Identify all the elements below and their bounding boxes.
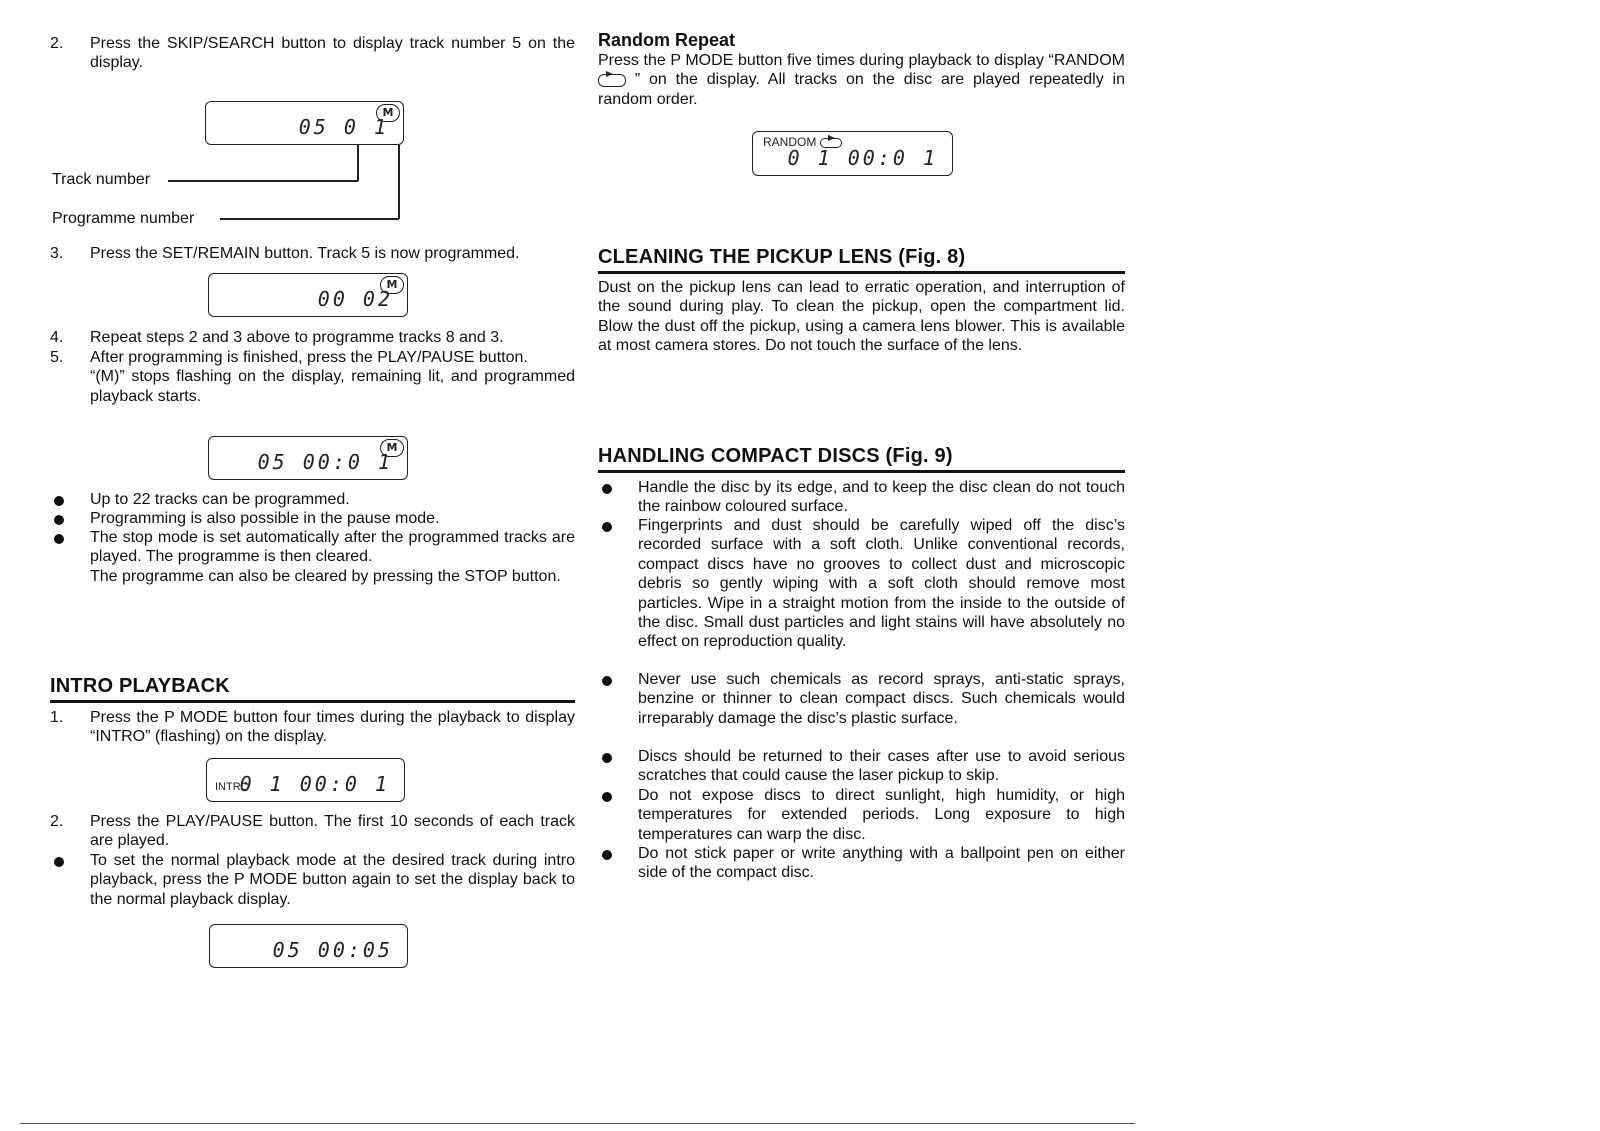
bullet-dot [602,792,612,802]
step-number: 4. [50,329,64,346]
step-number: 2. [50,813,64,830]
step-number: 2. [50,35,64,52]
step-2 [50,34,575,73]
bullet-dot [54,515,64,525]
m-badge-icon: M [380,276,404,294]
leader-line [168,180,358,182]
programme-number-label: Programme number [52,210,195,227]
lcd-digits: 05 0 1 [298,115,389,139]
leader-line [357,144,359,181]
bullet-item [598,747,1125,786]
bullet-dot [54,857,64,867]
lcd-display-normal [209,924,408,968]
lcd-digits: 05 00:05 [272,938,393,962]
step-number: 5. [50,349,64,366]
step-text: Repeat steps 2 and 3 above to programme tracks 8 and 3. [90,329,504,346]
bullet-dot [602,676,612,686]
bullet-text: Discs should be returned to their cases after use to avoid serious scratches that could cause the laser pickup to skip. [638,748,1125,785]
lcd-display-track [205,101,404,145]
handling-heading: HANDLING COMPACT DISCS (Fig. 9) [598,444,1125,473]
intro-step-2 [50,812,575,851]
step-3 [50,244,575,263]
step-text: Press the PLAY/PAUSE button. The first 10 seconds of each track are played. [90,813,575,850]
bullet-text: Programming is also possible in the pause mode. [90,510,440,527]
lcd-digits: 0 1 00:0 1 [239,772,390,796]
step-number: 3. [50,245,64,262]
bullet-text: Do not stick paper or write anything with a ballpoint pen on either side of the compact disc. [638,845,1125,882]
bullet-dot [602,850,612,860]
bullet-item [598,670,1125,728]
bullet-dot [602,753,612,763]
step-5 [50,348,575,406]
footer-rule [20,1123,1135,1124]
bullet-text: To set the normal playback mode at the desired track during intro playback, press the P MODE button again to set the display back to the normal playback display. [90,852,575,908]
bullet-dot [602,522,612,532]
leader-line [220,218,399,220]
bullet-dot [602,484,612,494]
intro-step-1 [50,708,575,747]
lcd-digits: 0 1 00:0 1 [787,146,938,170]
cleaning-heading: CLEANING THE PICKUP LENS (Fig. 8) [598,245,1125,274]
random-repeat-heading: Random Repeat [598,30,736,50]
bullet-text: Fingerprints and dust should be carefully wiped off the disc’s recorded surface with a soft cloth. Unlike conventional records, compact discs have no grooves to collect dust and microscopic debris so gently wiping with a soft cloth should remove most particles. Wipe in a straight motion from the inside to the outside of the disc. Small dust particles and light stains will have absolutely no effect on reproduction quality. [638,517,1125,651]
bullet-item [598,516,1125,652]
random-repeat-text [598,51,1125,109]
step-text-continued: “(M)” stops flashing on the display, remaining lit, and programmed playback starts. [90,368,575,405]
lcd-mode-text: RANDOM [763,135,817,149]
bullet-text: Handle the disc by its edge, and to keep the disc clean do not touch the rainbow coloured surface. [638,479,1125,516]
m-badge-icon: M [380,439,404,457]
step-number: 1. [50,709,64,726]
bullet-dot [54,496,64,506]
bullet-item [598,786,1125,844]
bullet-item [50,851,575,909]
step-text: After programming is finished, press the PLAY/PAUSE button. [90,349,528,366]
bullet-item [598,844,1125,883]
bullet-text: Never use such chemicals as record sprays, anti-static sprays, benzine or thinner to clean compact discs. Such chemicals would irreparably damage the disc’s plastic surface. [638,671,1125,727]
repeat-loop-icon [598,74,626,87]
bullet-item [50,528,575,586]
m-badge-icon: M [376,104,400,122]
cleaning-text: Dust on the pickup lens can lead to erratic operation, and interruption of the sound during play. To clean the pickup, open the compartment lid. Blow the dust off the pickup, using a camera lens blower. This is available at most camera stores. Do not touch the surface of the lens. [598,279,1125,355]
random-text-part: Press the P MODE button five times during playback to display “RANDOM [598,52,1125,69]
track-number-label: Track number [52,171,151,188]
step-text: Press the P MODE button four times during the playback to display “INTRO” (flashing) on the display. [90,709,575,746]
lcd-display-programmed [208,273,408,317]
lcd-digits: 05 00:0 1 [257,450,393,474]
bullet-item [50,509,575,528]
intro-playback-heading: INTRO PLAYBACK [50,674,575,703]
lcd-display-random [752,131,953,176]
bullet-text: The stop mode is set automatically after the programmed tracks are played. The programme is then cleared. [90,529,575,566]
step-text: Press the SKIP/SEARCH button to display track number 5 on the display. [90,35,575,72]
bullet-dot [54,534,64,544]
bullet-item [50,490,575,509]
bullet-item [598,478,1125,517]
lcd-display-playback [208,436,408,480]
step-text: Press the SET/REMAIN button. Track 5 is now programmed. [90,245,520,262]
lcd-mode-label: INTRO [215,781,250,793]
lcd-digits: 00 02 [317,287,393,311]
step-4 [50,328,575,347]
lcd-display-intro [206,758,405,802]
bullet-text: Do not expose discs to direct sunlight, high humidity, or high temperatures for extended periods. Long exposure to high temperatures can warp the disc. [638,787,1125,843]
random-text-part: ” on the display. All tracks on the disc are played repeatedly in random order. [598,71,1126,108]
leader-line [398,144,400,219]
bullet-text: Up to 22 tracks can be programmed. [90,491,350,508]
bullet-text-continued: The programme can also be cleared by pressing the STOP button. [90,567,561,585]
